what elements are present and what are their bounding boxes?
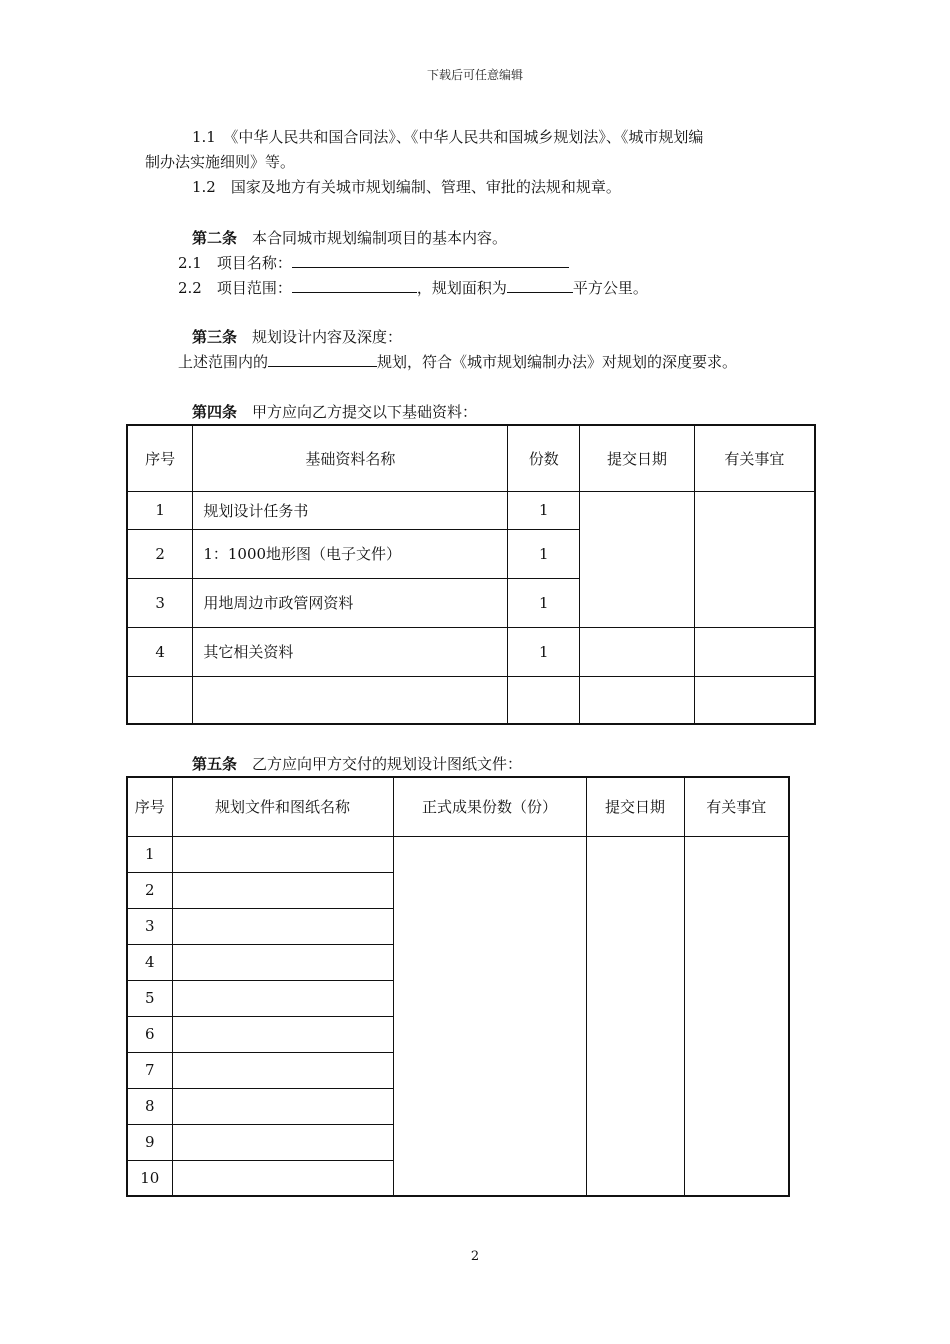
project-name-blank[interactable] xyxy=(292,253,569,268)
material-name: 规划设计任务书 xyxy=(193,491,508,529)
header-cell: 基础资料名称 xyxy=(193,425,508,491)
table-header-row xyxy=(127,777,789,836)
clause-2-2-label: 2.2 项目范围： xyxy=(178,279,292,297)
page-number: 2 xyxy=(470,1249,480,1264)
submit-date-cell[interactable] xyxy=(580,491,695,627)
row-number: 10 xyxy=(127,1160,172,1196)
row-number: 2 xyxy=(127,529,193,578)
article-4-text: 甲方应向乙方提交以下基础资料： xyxy=(252,403,478,421)
article-3-title: 第三条 xyxy=(192,328,238,346)
clause-2-1-label: 2.1 项目名称： xyxy=(178,254,292,272)
row-number: 4 xyxy=(127,627,193,676)
drawing-name-cell[interactable] xyxy=(172,944,393,980)
row-number: 5 xyxy=(127,980,172,1016)
copy-count: 1 xyxy=(508,578,580,627)
row-number: 4 xyxy=(127,944,172,980)
article-2-heading xyxy=(192,228,507,248)
header-cell: 有关事宜 xyxy=(684,777,789,836)
article-3-line-start: 上述范围内的 xyxy=(178,353,269,371)
planning-area-blank[interactable] xyxy=(507,278,573,293)
header-cell: 规划文件和图纸名称 xyxy=(172,777,393,836)
row-number: 6 xyxy=(127,1016,172,1052)
row-number: 1 xyxy=(127,836,172,872)
article-5-text: 乙方应向甲方交付的规划设计图纸文件： xyxy=(252,755,523,773)
project-scope-blank[interactable] xyxy=(292,278,417,293)
article-5-title: 第五条 xyxy=(192,755,238,773)
drawing-name-cell[interactable] xyxy=(172,1124,393,1160)
material-name: 1：1000地形图（电子文件） xyxy=(193,529,508,578)
article-3-heading xyxy=(192,327,402,347)
header-cell: 序号 xyxy=(127,777,172,836)
row-number: 7 xyxy=(127,1052,172,1088)
header-cell: 提交日期 xyxy=(586,777,684,836)
remarks-cell[interactable] xyxy=(694,627,815,676)
article-2-title: 第二条 xyxy=(192,229,238,247)
row-number: 8 xyxy=(127,1088,172,1124)
copy-count: 1 xyxy=(508,491,580,529)
table-row xyxy=(127,836,789,872)
table-header-row xyxy=(127,425,815,491)
copies-cell[interactable] xyxy=(393,836,586,1196)
article-4-heading xyxy=(192,402,477,422)
empty-cell[interactable] xyxy=(508,676,580,724)
drawing-name-cell[interactable] xyxy=(172,872,393,908)
empty-row xyxy=(127,676,815,724)
clause-2-2-end: 平方公里。 xyxy=(572,279,648,297)
row-number: 2 xyxy=(127,872,172,908)
clause-2-2-mid: ，规划面积为 xyxy=(416,279,507,297)
drawing-name-cell[interactable] xyxy=(172,1016,393,1052)
header-cell: 正式成果份数（份） xyxy=(393,777,586,836)
article-3-line xyxy=(178,352,737,372)
deliverables-table xyxy=(126,776,790,1197)
submit-date-cell[interactable] xyxy=(586,836,684,1196)
material-name: 其它相关资料 xyxy=(193,627,508,676)
article-3-line-end: 规划，符合《城市规划编制办法》对规划的深度要求。 xyxy=(377,353,738,371)
drawing-name-cell[interactable] xyxy=(172,1160,393,1196)
empty-cell[interactable] xyxy=(580,676,695,724)
row-number: 3 xyxy=(127,908,172,944)
clause-1-1-line2: 制办法实施细则》等。 xyxy=(145,153,296,171)
header-cell: 有关事宜 xyxy=(694,425,815,491)
row-number: 9 xyxy=(127,1124,172,1160)
empty-cell[interactable] xyxy=(694,676,815,724)
remarks-cell[interactable] xyxy=(684,836,789,1196)
planning-type-blank[interactable] xyxy=(268,352,377,367)
header-cell: 份数 xyxy=(508,425,580,491)
row-number: 1 xyxy=(127,491,193,529)
clause-2-1 xyxy=(178,253,569,273)
empty-cell[interactable] xyxy=(127,676,193,724)
clause-2-2 xyxy=(178,278,648,298)
drawing-name-cell[interactable] xyxy=(172,1088,393,1124)
table-row xyxy=(127,627,815,676)
remarks-cell[interactable] xyxy=(694,491,815,627)
drawing-name-cell[interactable] xyxy=(172,908,393,944)
clause-1-1-line1: 1.1 《中华人民共和国合同法》、《中华人民共和国城乡规划法》、《城市规划编 xyxy=(192,128,704,146)
basic-materials-table xyxy=(126,424,816,725)
empty-cell[interactable] xyxy=(193,676,508,724)
submit-date-cell[interactable] xyxy=(580,627,695,676)
clause-1-2: 1.2 国家及地方有关城市规划编制、管理、审批的法规和规章。 xyxy=(192,178,621,196)
article-2-text: 本合同城市规划编制项目的基本内容。 xyxy=(252,229,508,247)
page-header: 下载后可任意编辑 xyxy=(426,68,523,82)
header-cell: 提交日期 xyxy=(580,425,695,491)
copy-count: 1 xyxy=(508,529,580,578)
article-4-title: 第四条 xyxy=(192,403,238,421)
article-3-text: 规划设计内容及深度： xyxy=(252,328,403,346)
article-5-heading xyxy=(192,754,522,774)
drawing-name-cell[interactable] xyxy=(172,980,393,1016)
table-row xyxy=(127,491,815,529)
header-cell: 序号 xyxy=(127,425,193,491)
drawing-name-cell[interactable] xyxy=(172,836,393,872)
material-name: 用地周边市政管网资料 xyxy=(193,578,508,627)
row-number: 3 xyxy=(127,578,193,627)
drawing-name-cell[interactable] xyxy=(172,1052,393,1088)
copy-count: 1 xyxy=(508,627,580,676)
